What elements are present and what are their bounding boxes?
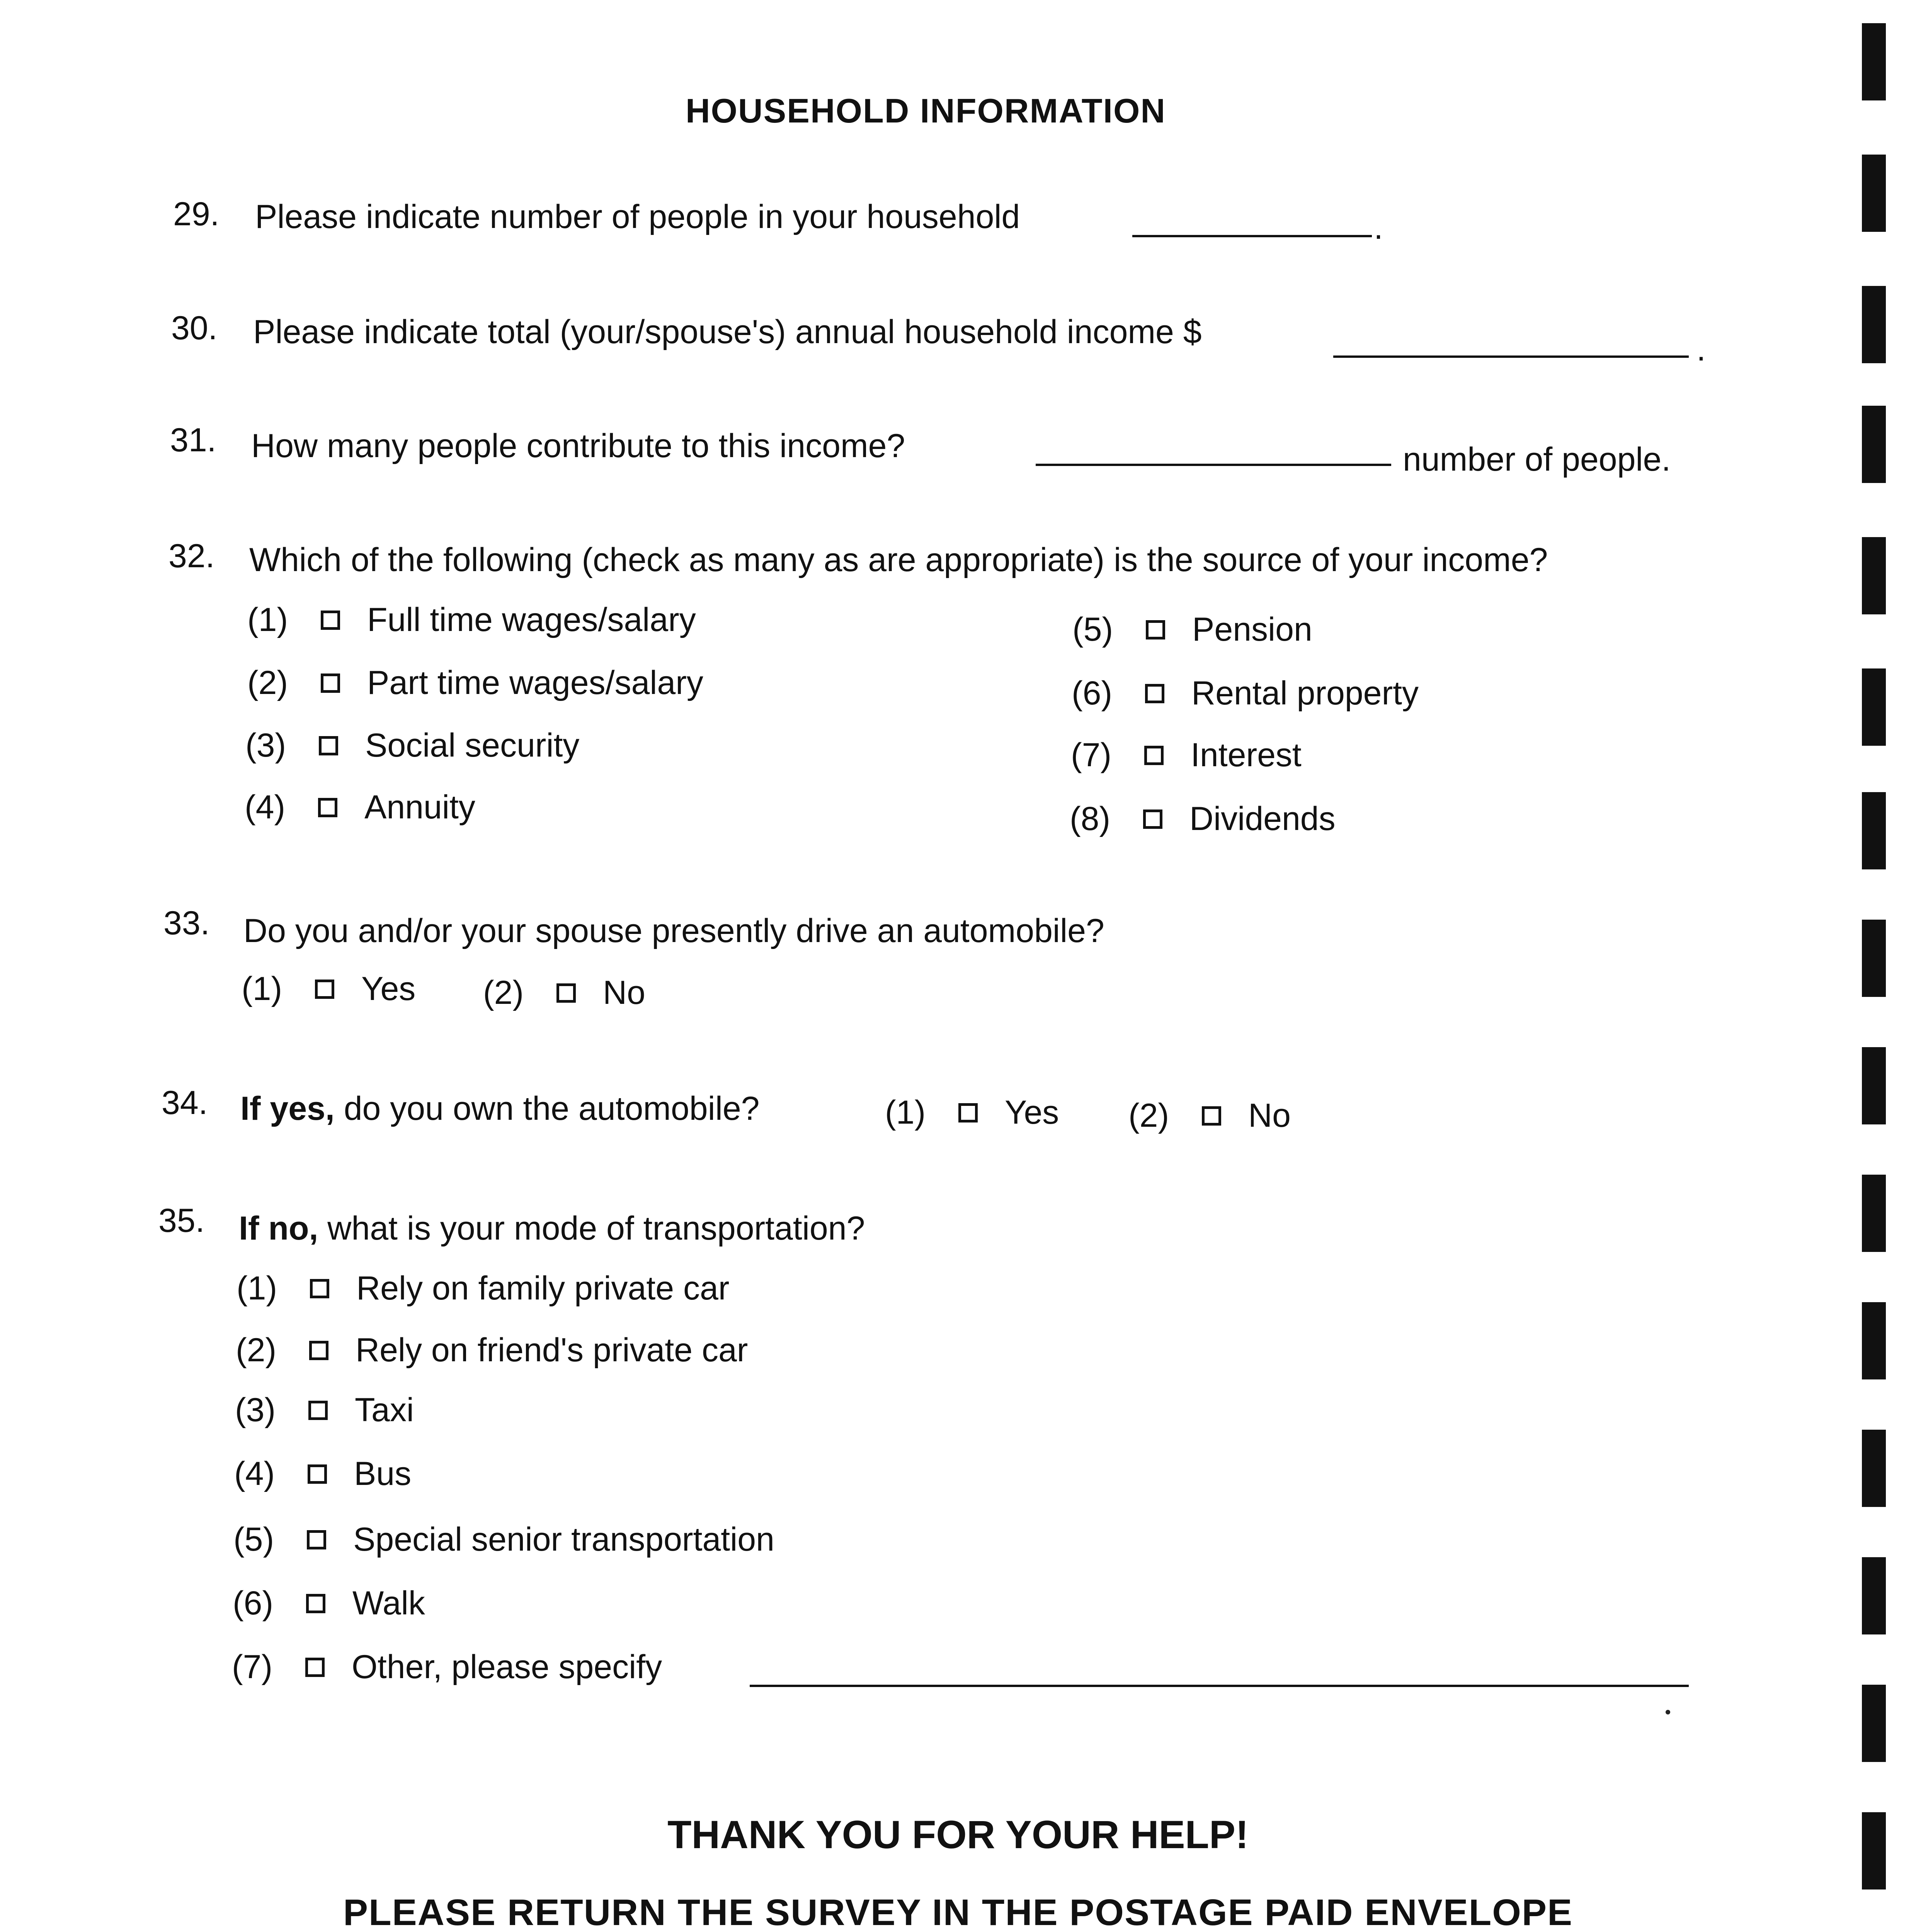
binding-mark <box>1862 1430 1886 1507</box>
binding-mark <box>1862 792 1886 869</box>
checkbox[interactable] <box>308 1401 328 1420</box>
binding-mark <box>1862 1812 1886 1889</box>
drive-option-yes[interactable]: (1) Yes <box>242 970 416 1007</box>
income-option-full-time[interactable]: (1) Full time wages/salary <box>247 601 696 638</box>
transport-option-other[interactable]: (7) Other, please specify <box>232 1648 662 1685</box>
own-car-option-no[interactable]: (2) No <box>1128 1097 1291 1134</box>
binding-mark <box>1862 920 1886 997</box>
income-option-dividends[interactable]: (8) Dividends <box>1070 800 1336 837</box>
binding-mark <box>1862 406 1886 483</box>
income-option-pension[interactable]: (5) Pension <box>1072 611 1312 648</box>
question-number: 32. <box>168 537 215 575</box>
question-text: If no, what is your mode of transportation? <box>239 1210 865 1247</box>
checkbox[interactable] <box>306 1594 325 1613</box>
transport-option-senior[interactable]: (5) Special senior transportation <box>233 1521 774 1558</box>
binding-mark <box>1862 537 1886 614</box>
checkbox[interactable] <box>307 1530 326 1549</box>
drive-option-no[interactable]: (2) No <box>483 974 645 1011</box>
checkbox[interactable] <box>319 736 338 755</box>
binding-mark <box>1862 1175 1886 1252</box>
checkbox[interactable] <box>315 980 334 999</box>
checkbox[interactable] <box>556 983 576 1003</box>
transport-option-friend-car[interactable]: (2) Rely on friend's private car <box>236 1332 748 1369</box>
question-number: 31. <box>170 422 216 459</box>
checkbox[interactable] <box>1143 810 1162 829</box>
question-number: 29. <box>173 196 220 233</box>
checkbox[interactable] <box>321 673 340 693</box>
binding-mark <box>1862 1557 1886 1634</box>
checkbox[interactable] <box>1146 620 1165 639</box>
scan-speck <box>1666 1710 1670 1714</box>
return-instruction-line1: PLEASE RETURN THE SURVEY IN THE POSTAGE PAID ENVELOPE <box>343 1892 1573 1932</box>
transport-option-bus[interactable]: (4) Bus <box>234 1455 412 1492</box>
checkbox[interactable] <box>309 1341 328 1360</box>
question-number: 30. <box>171 310 218 347</box>
question-text: How many people contribute to this income? <box>251 427 905 464</box>
checkbox[interactable] <box>318 798 337 817</box>
checkbox[interactable] <box>321 611 340 630</box>
question-text: Please indicate number of people in your household <box>255 198 1020 235</box>
income-contributors-field[interactable] <box>1036 464 1391 466</box>
binding-mark <box>1862 1302 1886 1379</box>
checkbox[interactable] <box>305 1658 325 1677</box>
transport-option-family-car[interactable]: (1) Rely on family private car <box>237 1270 730 1307</box>
question-text: If yes, do you own the automobile? <box>240 1090 760 1127</box>
checkbox[interactable] <box>1145 684 1164 703</box>
transport-option-walk[interactable]: (6) Walk <box>233 1585 425 1622</box>
own-car-option-yes[interactable]: (1) Yes <box>885 1094 1059 1131</box>
binding-mark <box>1862 668 1886 746</box>
income-option-interest[interactable]: (7) Interest <box>1071 736 1302 774</box>
transport-option-taxi[interactable]: (3) Taxi <box>235 1391 414 1429</box>
question-text: Do you and/or your spouse presently drive an automobile? <box>243 912 1104 949</box>
income-option-rental[interactable]: (6) Rental property <box>1072 675 1419 712</box>
binding-mark <box>1862 1047 1886 1124</box>
question-suffix: . <box>1696 331 1706 368</box>
income-option-part-time[interactable]: (2) Part time wages/salary <box>247 664 703 701</box>
question-suffix: number of people. <box>1403 441 1671 478</box>
checkbox[interactable] <box>1202 1106 1221 1126</box>
question-number: 33. <box>163 905 210 942</box>
thank-you-heading: THANK YOU FOR YOUR HELP! <box>667 1813 1249 1857</box>
question-number: 35. <box>158 1202 205 1239</box>
question-number: 34. <box>162 1084 208 1121</box>
question-suffix: . <box>1374 209 1383 246</box>
binding-mark <box>1862 23 1886 100</box>
question-text: Which of the following (check as many as are appropriate) is the source of your income? <box>249 541 1548 578</box>
income-option-annuity[interactable]: (4) Annuity <box>245 789 475 826</box>
household-size-field[interactable] <box>1132 235 1372 237</box>
binding-mark <box>1862 155 1886 232</box>
checkbox[interactable] <box>958 1103 978 1122</box>
binding-mark <box>1862 286 1886 363</box>
other-transport-field[interactable] <box>750 1685 1689 1687</box>
binding-mark <box>1862 1685 1886 1762</box>
income-option-social-security[interactable]: (3) Social security <box>245 727 580 764</box>
page-title-text: HOUSEHOLD INFORMATION <box>686 92 1166 130</box>
checkbox[interactable] <box>1144 746 1164 765</box>
household-income-field[interactable] <box>1333 355 1689 358</box>
checkbox[interactable] <box>308 1464 327 1484</box>
question-text: Please indicate total (your/spouse's) annual household income $ <box>253 313 1202 350</box>
checkbox[interactable] <box>310 1279 329 1298</box>
